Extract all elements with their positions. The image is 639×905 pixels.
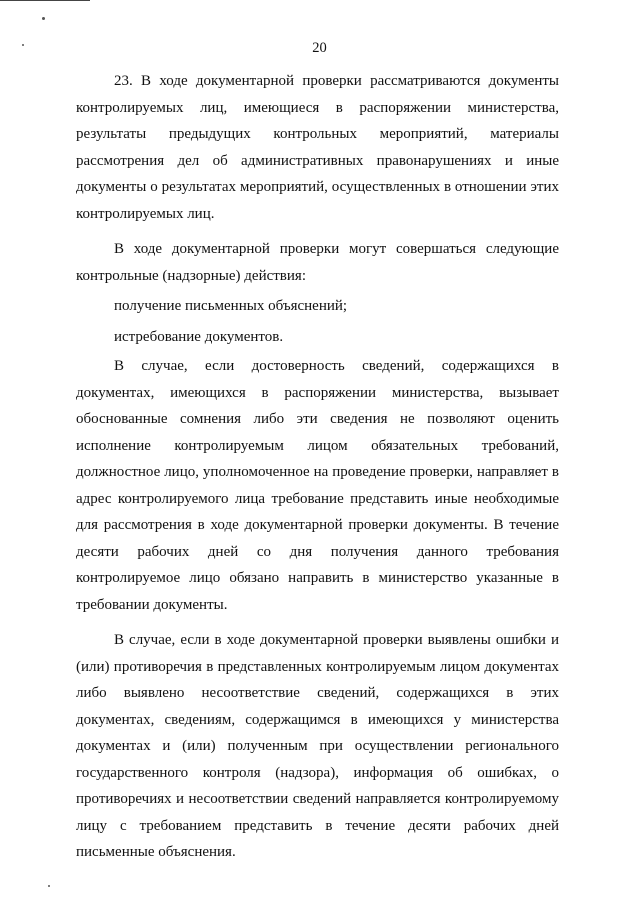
scan-speck (42, 17, 45, 20)
paragraph-errors-case: В случае, если в ходе документарной проверки выявлены ошибки и (или) противоречия в представленных контролируемым лицом документах либо выявлено несоответствие сведений, содержащихся в этих документах, сведениям, содержащимся в имеющихся у министерства документах и (или) полученным при осуществлении регионального государственного контроля (надзора), информация об ошибках, о противоречиях и несоответствии сведений направляется контролируемому лицу с требованием представить в течение десяти рабочих дней письменные объяснения. (76, 632, 559, 860)
list-item-explanations: получение письменных объяснений; (114, 298, 348, 314)
paragraph-23: 23. В ходе документарной проверки рассматриваются документы контролируемых лиц, имеющиеся в распоряжении министерства, результаты предыдущих контрольных мероприятий, материалы рассмотрения дел об административных правонарушениях и иные документы о результатах мероприятий, осуществленных в отношении этих контролируемых лиц. (76, 73, 559, 222)
paragraph-doubt-case: В случае, если достоверность сведений, содержащихся в документах, имеющихся в распоряжении министерства, вызывает обоснованные сомнения либо эти сведения не позволяют оценить исполнение контролируемым лицом обязательных требований, должностное лицо, уполномоченное на проведение проверки, направляет в адрес контролируемого лица требование представить иные необходимые для рассмотрения в ходе документарной проверки документы. В течение десяти рабочих дней со дня получения данного требования контролируемое лицо обязано направить в министерство указанные в требовании документы. (76, 358, 559, 613)
page-number: 20 (312, 40, 327, 56)
document-body (76, 68, 559, 866)
paragraph-actions-intro: В ходе документарной проверки могут совершаться следующие контрольные (надзорные) действия: (76, 241, 559, 284)
scan-artifact-line (0, 0, 90, 1)
list-item-documents: истребование документов. (114, 328, 284, 345)
scan-speck (48, 885, 50, 887)
